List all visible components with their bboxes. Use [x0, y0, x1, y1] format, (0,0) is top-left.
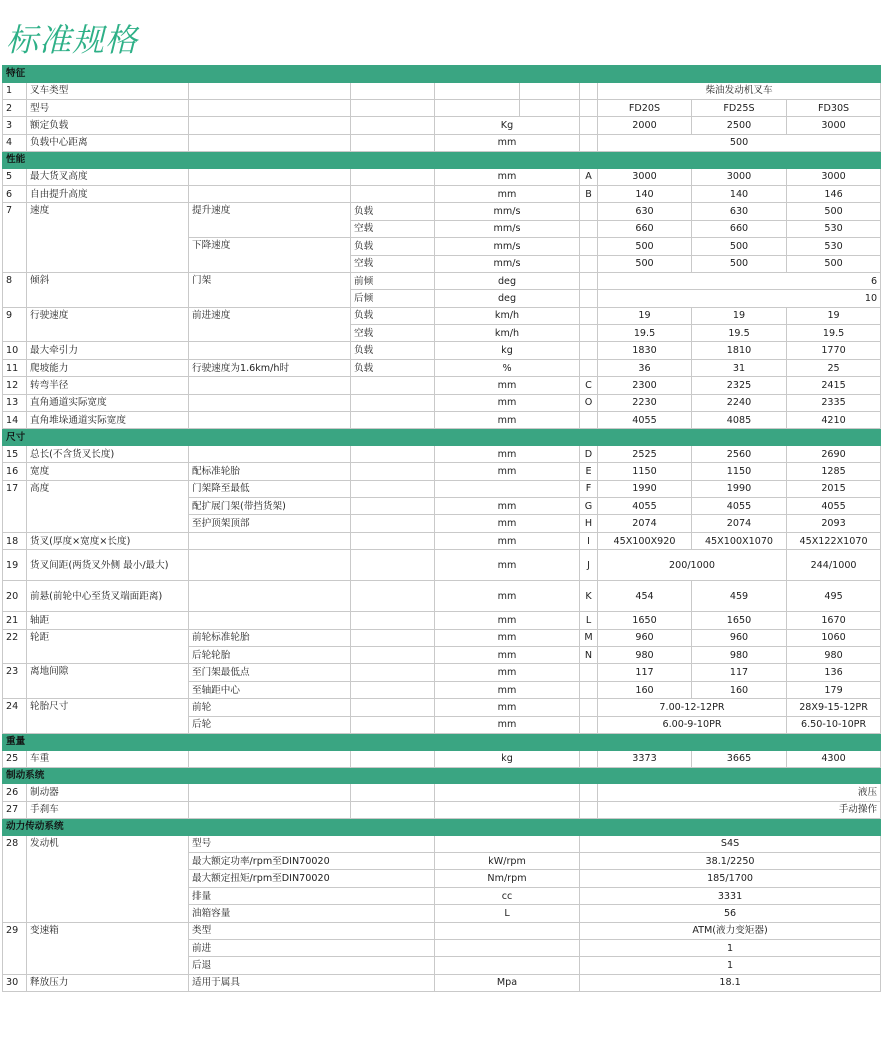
cell-value: 500	[787, 255, 881, 272]
row-number: 28	[3, 835, 27, 922]
row-label: 叉车类型	[27, 82, 189, 99]
table-row	[3, 664, 881, 681]
row-number: 16	[3, 463, 27, 480]
cell-value: 2074	[692, 515, 787, 532]
cell-unit: mm	[435, 699, 580, 716]
model-fd30s: FD30S	[787, 99, 881, 116]
cell-value: 146	[787, 185, 881, 202]
cell-unit: deg	[435, 272, 580, 289]
cell-value: 19	[598, 307, 692, 324]
cell-value: 2335	[787, 394, 881, 411]
row-label: 高度	[27, 480, 189, 532]
row-label: 发动机	[27, 835, 189, 922]
row-number: 18	[3, 532, 27, 549]
cell-value: 2015	[787, 480, 881, 497]
cell-value: 630	[692, 203, 787, 220]
section-header: 尺寸	[3, 429, 881, 446]
row-number: 24	[3, 699, 27, 734]
cell-code: A	[580, 168, 598, 185]
cell-value: 2000	[598, 117, 692, 134]
spec-table	[2, 65, 881, 992]
table-row	[3, 377, 881, 394]
cell-code: M	[580, 629, 598, 646]
cell-value: 6.50-10-10PR	[787, 716, 881, 733]
table-row	[3, 412, 881, 429]
cell-value: 19.5	[598, 325, 692, 342]
cell-value: 45X122X1070	[787, 532, 881, 549]
cell-value: 4085	[692, 412, 787, 429]
row-label: 直角通道实际宽度	[27, 394, 189, 411]
cell-value: 45X100X1070	[692, 532, 787, 549]
row-number: 14	[3, 412, 27, 429]
row-number: 22	[3, 629, 27, 664]
cell-unit: mm	[435, 550, 580, 581]
cell-value: 31	[692, 359, 787, 376]
cell-code: B	[580, 185, 598, 202]
section-header: 性能	[3, 152, 881, 169]
cell-unit: km/h	[435, 325, 580, 342]
cell-value: 1285	[787, 463, 881, 480]
cell-code: L	[580, 612, 598, 629]
row-label: 速度	[27, 203, 189, 273]
cell-value: 19.5	[692, 325, 787, 342]
row-sublabel: 后轮	[189, 716, 351, 733]
row-number: 9	[3, 307, 27, 342]
row-label: 自由提升高度	[27, 185, 189, 202]
table-row	[3, 581, 881, 612]
row-label: 变速箱	[27, 922, 189, 974]
row-sublabel: 至轴距中心	[189, 681, 351, 698]
cell-unit: mm	[435, 377, 580, 394]
table-row	[3, 82, 881, 99]
table-row	[3, 463, 881, 480]
table-row	[3, 185, 881, 202]
cell-unit: mm	[435, 532, 580, 549]
table-row	[3, 835, 881, 852]
row-label: 负载中心距离	[27, 134, 189, 151]
table-row	[3, 99, 881, 116]
cell-value: 1830	[598, 342, 692, 359]
row-number: 27	[3, 801, 27, 818]
cell-value: 140	[598, 185, 692, 202]
cell-value: 38.1/2250	[580, 853, 881, 870]
row-sublabel: 前轮标准轮胎	[189, 629, 351, 646]
cell-condition: 负载	[351, 342, 435, 359]
cell-unit: kW/rpm	[435, 853, 580, 870]
cell-code: E	[580, 463, 598, 480]
cell-value: 2560	[692, 445, 787, 462]
row-sublabel: 类型	[189, 922, 435, 939]
cell-condition: 负载	[351, 359, 435, 376]
cell-value: 液压	[598, 784, 881, 801]
row-number: 25	[3, 750, 27, 767]
cell-unit: mm	[435, 647, 580, 664]
cell-value: 1060	[787, 629, 881, 646]
cell-condition: 负载	[351, 203, 435, 220]
cell-code: F	[580, 480, 598, 497]
cell-code: D	[580, 445, 598, 462]
row-number: 30	[3, 974, 27, 991]
row-number: 3	[3, 117, 27, 134]
cell-value: 3000	[787, 168, 881, 185]
cell-value: 56	[580, 905, 881, 922]
table-row	[3, 784, 881, 801]
row-sublabel: 最大额定功率/rpm至DIN70020	[189, 853, 435, 870]
cell-value: 500	[787, 203, 881, 220]
cell-unit: mm	[435, 445, 580, 462]
row-number: 26	[3, 784, 27, 801]
cell-condition: 空载	[351, 325, 435, 342]
row-label: 型号	[27, 99, 189, 116]
row-label: 车重	[27, 750, 189, 767]
cell-value: 980	[787, 647, 881, 664]
cell-value: 19.5	[787, 325, 881, 342]
cell-condition: 负载	[351, 307, 435, 324]
cell-unit: Nm/rpm	[435, 870, 580, 887]
cell-value: 160	[692, 681, 787, 698]
cell-unit: mm	[435, 515, 580, 532]
cell-value: 19	[692, 307, 787, 324]
cell-value: 1650	[598, 612, 692, 629]
row-label: 轴距	[27, 612, 189, 629]
cell-value: 200/1000	[598, 550, 787, 581]
cell-value: 960	[692, 629, 787, 646]
cell-value: 960	[598, 629, 692, 646]
row-number: 4	[3, 134, 27, 151]
cell-unit: mm	[435, 716, 580, 733]
row-label: 轮距	[27, 629, 189, 664]
table-row	[3, 974, 881, 991]
cell-value: 1770	[787, 342, 881, 359]
cell-condition: 空载	[351, 220, 435, 237]
row-sublabel: 后退	[189, 957, 435, 974]
row-number: 11	[3, 359, 27, 376]
cell-value: 36	[598, 359, 692, 376]
cell-value: 980	[692, 647, 787, 664]
cell-value: 3331	[580, 887, 881, 904]
cell-value: 45X100X920	[598, 532, 692, 549]
cell-value: 28X9-15-12PR	[787, 699, 881, 716]
table-row	[3, 750, 881, 767]
row-label: 行驶速度	[27, 307, 189, 342]
cell-value: 530	[787, 238, 881, 255]
table-row	[3, 342, 881, 359]
cell-value: 2300	[598, 377, 692, 394]
cell-value: 459	[692, 581, 787, 612]
cell-unit: mm/s	[435, 220, 580, 237]
section-header: 制动系统	[3, 767, 881, 784]
row-label: 爬坡能力	[27, 359, 189, 376]
row-label: 轮胎尺寸	[27, 699, 189, 734]
cell-value: 1650	[692, 612, 787, 629]
cell-value: 3000	[787, 117, 881, 134]
cell-value: 3000	[598, 168, 692, 185]
cell-value: 4055	[787, 498, 881, 515]
row-sublabel: 前进速度	[189, 307, 351, 342]
row-sublabel: 至护顶架顶部	[189, 515, 351, 532]
table-row	[3, 550, 881, 581]
table-row	[3, 117, 881, 134]
cell-code: O	[580, 394, 598, 411]
row-sublabel: 油箱容量	[189, 905, 435, 922]
cell-unit: mm	[435, 185, 580, 202]
cell-value: 2074	[598, 515, 692, 532]
cell-value: 4210	[787, 412, 881, 429]
cell-code: H	[580, 515, 598, 532]
row-number: 21	[3, 612, 27, 629]
cell-value: ATM(液力变矩器)	[580, 922, 881, 939]
row-number: 1	[3, 82, 27, 99]
row-number: 20	[3, 581, 27, 612]
cell-value: 117	[598, 664, 692, 681]
cell-unit: kg	[435, 750, 580, 767]
row-number: 23	[3, 664, 27, 699]
row-label: 前悬(前轮中心至货叉端面距离)	[27, 581, 189, 612]
cell-unit: mm	[435, 498, 580, 515]
cell-unit: mm	[435, 168, 580, 185]
cell-value: 19	[787, 307, 881, 324]
cell-value: 3373	[598, 750, 692, 767]
model-fd25s: FD25S	[692, 99, 787, 116]
cell-unit: mm	[435, 612, 580, 629]
row-sublabel: 前进	[189, 940, 435, 957]
cell-value: 660	[598, 220, 692, 237]
cell-value: 3665	[692, 750, 787, 767]
row-label: 手刹车	[27, 801, 189, 818]
cell-value: 2415	[787, 377, 881, 394]
cell-value: 140	[692, 185, 787, 202]
row-sublabel: 前轮	[189, 699, 351, 716]
table-row	[3, 445, 881, 462]
row-sublabel: 门架降至最低	[189, 480, 351, 497]
cell-condition: 负载	[351, 238, 435, 255]
cell-value: 25	[787, 359, 881, 376]
row-sublabel: 配标准轮胎	[189, 463, 351, 480]
cell-value: 117	[692, 664, 787, 681]
cell-condition: 空载	[351, 255, 435, 272]
cell-code: C	[580, 377, 598, 394]
table-row	[3, 699, 881, 716]
row-label: 额定负载	[27, 117, 189, 134]
cell-value: 630	[598, 203, 692, 220]
cell-value: 454	[598, 581, 692, 612]
row-number: 13	[3, 394, 27, 411]
row-sublabel: 配扩展门架(带挡货架)	[189, 498, 351, 515]
row-label: 货叉间距(两货叉外侧 最小/最大)	[27, 550, 189, 581]
cell-value: 4055	[598, 498, 692, 515]
row-label: 离地间隙	[27, 664, 189, 699]
table-row	[3, 394, 881, 411]
cell-value: 136	[787, 664, 881, 681]
cell-value: 500	[598, 255, 692, 272]
row-label: 宽度	[27, 463, 189, 480]
row-number: 17	[3, 480, 27, 532]
row-sublabel: 后轮轮胎	[189, 647, 351, 664]
cell-value: 10	[598, 290, 881, 307]
cell-code: I	[580, 532, 598, 549]
table-row	[3, 168, 881, 185]
table-row	[3, 480, 881, 497]
cell-value: 2500	[692, 117, 787, 134]
cell-value: 1990	[692, 480, 787, 497]
cell-value: 980	[598, 647, 692, 664]
row-label: 转弯半径	[27, 377, 189, 394]
cell-value: 柴油发动机叉车	[598, 82, 881, 99]
cell-value: 500	[598, 238, 692, 255]
cell-value: S4S	[580, 835, 881, 852]
row-sublabel: 提升速度	[189, 203, 351, 238]
row-number: 12	[3, 377, 27, 394]
section-header: 特征	[3, 66, 881, 83]
cell-value: 1670	[787, 612, 881, 629]
row-label: 货叉(厚度×宽度×长度)	[27, 532, 189, 549]
row-label: 总长(不含货叉长度)	[27, 445, 189, 462]
cell-value: 2240	[692, 394, 787, 411]
cell-code: G	[580, 498, 598, 515]
cell-value: 1	[580, 940, 881, 957]
cell-code: J	[580, 550, 598, 581]
cell-unit: mm/s	[435, 255, 580, 272]
cell-value: 4055	[692, 498, 787, 515]
cell-unit: km/h	[435, 307, 580, 324]
row-number: 6	[3, 185, 27, 202]
row-label: 倾斜	[27, 272, 189, 307]
row-number: 7	[3, 203, 27, 273]
table-row	[3, 612, 881, 629]
cell-value: 244/1000	[787, 550, 881, 581]
cell-condition: 后倾	[351, 290, 435, 307]
cell-unit: Kg	[435, 117, 580, 134]
row-sublabel: 排量	[189, 887, 435, 904]
cell-value: 1	[580, 957, 881, 974]
cell-value: 179	[787, 681, 881, 698]
model-fd20s: FD20S	[598, 99, 692, 116]
row-sublabel: 型号	[189, 835, 435, 852]
table-row	[3, 134, 881, 151]
cell-unit: %	[435, 359, 580, 376]
row-label: 释放压力	[27, 974, 189, 991]
table-row	[3, 203, 881, 220]
table-row	[3, 922, 881, 939]
cell-unit: mm	[435, 463, 580, 480]
cell-value: 7.00-12-12PR	[598, 699, 787, 716]
cell-value: 3000	[692, 168, 787, 185]
cell-unit: mm	[435, 581, 580, 612]
cell-unit: mm/s	[435, 238, 580, 255]
cell-unit: mm	[435, 681, 580, 698]
table-row	[3, 359, 881, 376]
cell-unit: deg	[435, 290, 580, 307]
cell-value: 495	[787, 581, 881, 612]
cell-value: 1150	[598, 463, 692, 480]
cell-unit: Mpa	[435, 974, 580, 991]
row-label: 最大货叉高度	[27, 168, 189, 185]
cell-value: 2093	[787, 515, 881, 532]
cell-unit: mm	[435, 412, 580, 429]
cell-value: 1810	[692, 342, 787, 359]
row-sublabel: 门架	[189, 272, 351, 307]
table-row	[3, 801, 881, 818]
cell-value: 4055	[598, 412, 692, 429]
table-row	[3, 532, 881, 549]
cell-value: 660	[692, 220, 787, 237]
row-number: 15	[3, 445, 27, 462]
table-row	[3, 629, 881, 646]
cell-value: 500	[692, 255, 787, 272]
cell-value: 6	[598, 272, 881, 289]
cell-value: 2325	[692, 377, 787, 394]
row-number: 5	[3, 168, 27, 185]
cell-unit: kg	[435, 342, 580, 359]
row-label: 制动器	[27, 784, 189, 801]
cell-value: 1150	[692, 463, 787, 480]
cell-value: 2525	[598, 445, 692, 462]
cell-code: K	[580, 581, 598, 612]
row-sublabel: 行驶速度为1.6km/h时	[189, 359, 351, 376]
cell-unit	[435, 835, 580, 852]
cell-value: 6.00-9-10PR	[598, 716, 787, 733]
cell-unit: mm	[435, 664, 580, 681]
row-number: 8	[3, 272, 27, 307]
row-sublabel: 至门架最低点	[189, 664, 351, 681]
row-sublabel: 适用于属具	[189, 974, 435, 991]
table-row	[3, 307, 881, 324]
cell-unit: mm	[435, 134, 580, 151]
cell-value: 2690	[787, 445, 881, 462]
table-row	[3, 272, 881, 289]
row-number: 19	[3, 550, 27, 581]
cell-unit: cc	[435, 887, 580, 904]
cell-value: 2230	[598, 394, 692, 411]
section-header: 动力传动系统	[3, 819, 881, 836]
cell-value: 18.1	[580, 974, 881, 991]
section-header: 重量	[3, 734, 881, 751]
row-sublabel: 下降速度	[189, 238, 351, 273]
cell-value: 160	[598, 681, 692, 698]
cell-value: 500	[598, 134, 881, 151]
cell-value: 4300	[787, 750, 881, 767]
cell-condition: 前倾	[351, 272, 435, 289]
cell-unit: L	[435, 905, 580, 922]
cell-unit: mm/s	[435, 203, 580, 220]
page-title: 标准规格	[6, 21, 139, 59]
row-label: 直角堆垛通道实际宽度	[27, 412, 189, 429]
cell-value: 500	[692, 238, 787, 255]
cell-value: 185/1700	[580, 870, 881, 887]
cell-value: 1990	[598, 480, 692, 497]
row-label: 最大牵引力	[27, 342, 189, 359]
cell-unit: mm	[435, 629, 580, 646]
cell-unit: mm	[435, 394, 580, 411]
row-number: 10	[3, 342, 27, 359]
row-sublabel: 最大额定扭矩/rpm至DIN70020	[189, 870, 435, 887]
cell-code: N	[580, 647, 598, 664]
row-number: 2	[3, 99, 27, 116]
row-number: 29	[3, 922, 27, 974]
cell-value: 530	[787, 220, 881, 237]
cell-value: 手动操作	[598, 801, 881, 818]
